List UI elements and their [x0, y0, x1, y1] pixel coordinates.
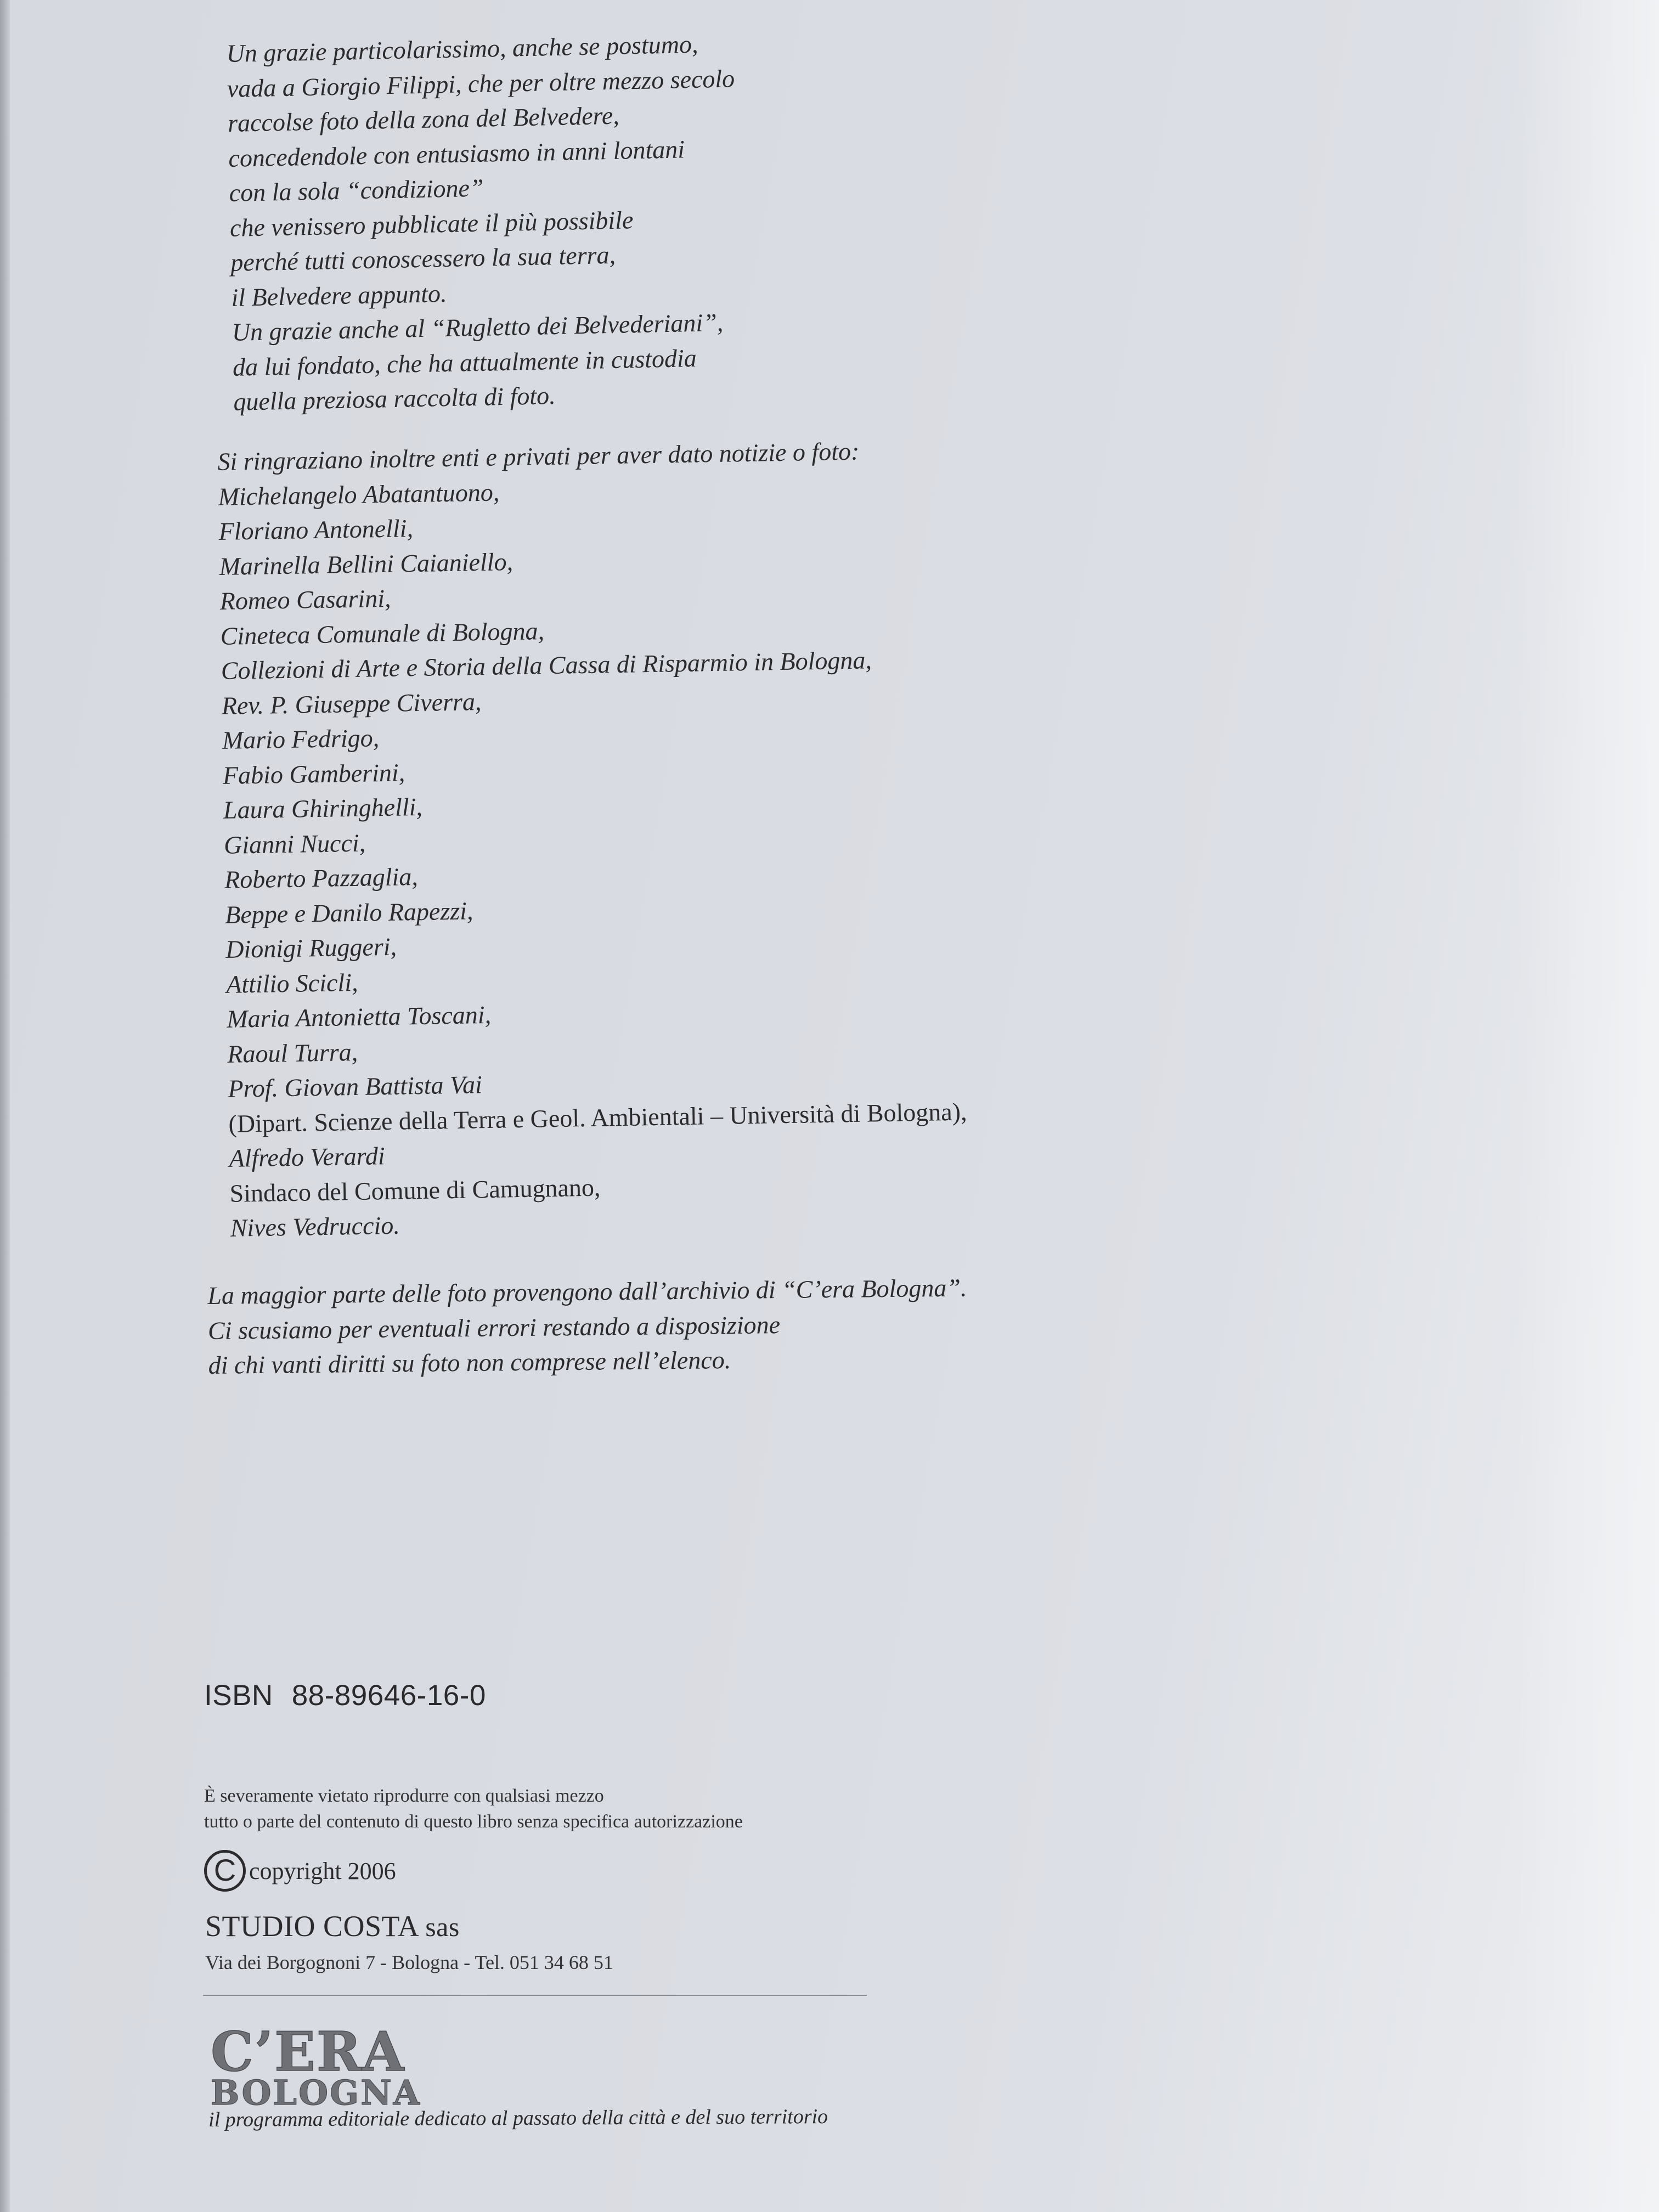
divider	[203, 1995, 867, 1996]
contributor-item: Marinella Bellini Caianiello,	[219, 547, 514, 580]
legal-line: tutto o parte del contenuto di questo libro senza specifica autorizzazione	[204, 1812, 743, 1832]
contributor-item: Alfredo Verardi	[229, 1142, 386, 1172]
intro-line: quella preziosa raccolta di foto.	[233, 381, 556, 416]
contributor-item: Raoul Turra,	[227, 1037, 358, 1068]
isbn-label: ISBN	[204, 1679, 273, 1712]
contributor-item: Collezioni di Arte e Storia della Cassa di Risparmio in Bologna,	[221, 646, 872, 685]
copyright-icon: C	[204, 1850, 246, 1892]
contributor-item: Romeo Casarini,	[219, 584, 391, 615]
intro-line: concedendole con entusiasmo in anni lontani	[228, 134, 685, 172]
intro-line: Un grazie anche al “Rugletto dei Belvederiani”,	[232, 308, 724, 346]
contributor-item: Laura Ghiringhelli,	[223, 792, 423, 824]
contributor-item: Mario Fedrigo,	[222, 724, 380, 754]
page-binding-edge	[0, 0, 10, 2212]
contributors-heading: Si ringraziano inoltre enti e privati per aver dato notizie o foto:	[217, 437, 860, 476]
intro-line: il Belvedere appunto.	[231, 279, 447, 312]
contributor-item: Michelangelo Abatantuono,	[218, 477, 500, 511]
closing-line: La maggior parte delle foto provengono dall’archivio di “C’era Bologna”.	[207, 1273, 967, 1310]
svg-text:BOLOGNA: BOLOGNA	[211, 2073, 421, 2112]
contributor-item: (Dipart. Scienze della Terra e Geol. Ambientali – Università di Bologna),	[228, 1097, 967, 1138]
contributor-item: Prof. Giovan Battista Vai	[228, 1070, 483, 1103]
intro-line: che venissero pubblicate il più possibile	[229, 205, 634, 242]
legal-line: È severamente vietato riprodurre con qualsiasi mezzo	[204, 1786, 604, 1806]
closing-note	[207, 1271, 968, 1383]
contributor-item: Sindaco del Comune di Camugnano,	[229, 1173, 601, 1207]
isbn	[204, 1679, 486, 1712]
contributor-item: Cineteca Comunale di Bologna,	[220, 616, 545, 650]
contributor-item: Attilio Scicli,	[225, 968, 358, 998]
intro-line: con la sola “condizione”	[229, 173, 484, 207]
intro-line: vada a Giorgio Filippi, che per oltre mezzo secolo	[227, 64, 735, 103]
copyright	[204, 1848, 396, 1894]
svg-text:C’ERA: C’ERA	[211, 2024, 405, 2084]
brand-tagline: il programma editoriale dedicato al passato della città e del suo territorio	[208, 2105, 828, 2131]
legal-notice	[204, 1783, 743, 1835]
publisher-address: Via dei Borgognoni 7 - Bologna - Tel. 051 34 68 51	[205, 1951, 613, 1973]
contributor-item: Beppe e Danilo Rapezzi,	[224, 896, 473, 929]
cera-bologna-logo	[208, 2024, 450, 2112]
publisher-suffix: sas	[425, 1911, 460, 1942]
copyright-text: copyright 2006	[249, 1857, 396, 1884]
intro-line: perché tutti conoscessero la sua terra,	[230, 240, 616, 276]
contributor-item: Gianni Nucci,	[223, 828, 366, 859]
contributor-item: Maria Antonietta Toscani,	[226, 1000, 492, 1033]
isbn-number: 88-89646-16-0	[291, 1679, 486, 1712]
intro-line: raccolse foto della zona del Belvedere,	[227, 101, 620, 137]
intro-line: Un grazie particolarissimo, anche se postumo,	[226, 30, 698, 67]
acknowledgement-intro	[226, 26, 741, 419]
closing-line: di chi vanti diritti su foto non comprese nell’elenco.	[208, 1346, 731, 1379]
intro-line: da lui fondato, che ha attualmente in custodia	[232, 343, 697, 381]
contributor-item: Roberto Pazzaglia,	[224, 862, 419, 894]
publisher-name	[205, 1909, 460, 1943]
contributor-item: Floriano Antonelli,	[218, 514, 414, 545]
closing-line: Ci scusiamo per eventuali errori restando a disposizione	[207, 1310, 781, 1345]
contributor-item: Dionigi Ruggeri,	[225, 932, 397, 963]
contributor-item: Fabio Gamberini,	[222, 758, 405, 789]
contributor-item: Nives Vedruccio.	[230, 1211, 400, 1242]
page-light-shade	[1516, 0, 1659, 2212]
publisher-title: STUDIO COSTA	[205, 1910, 418, 1943]
contributors-list	[217, 432, 969, 1246]
contributor-item: Rev. P. Giuseppe Civerra,	[221, 687, 482, 720]
